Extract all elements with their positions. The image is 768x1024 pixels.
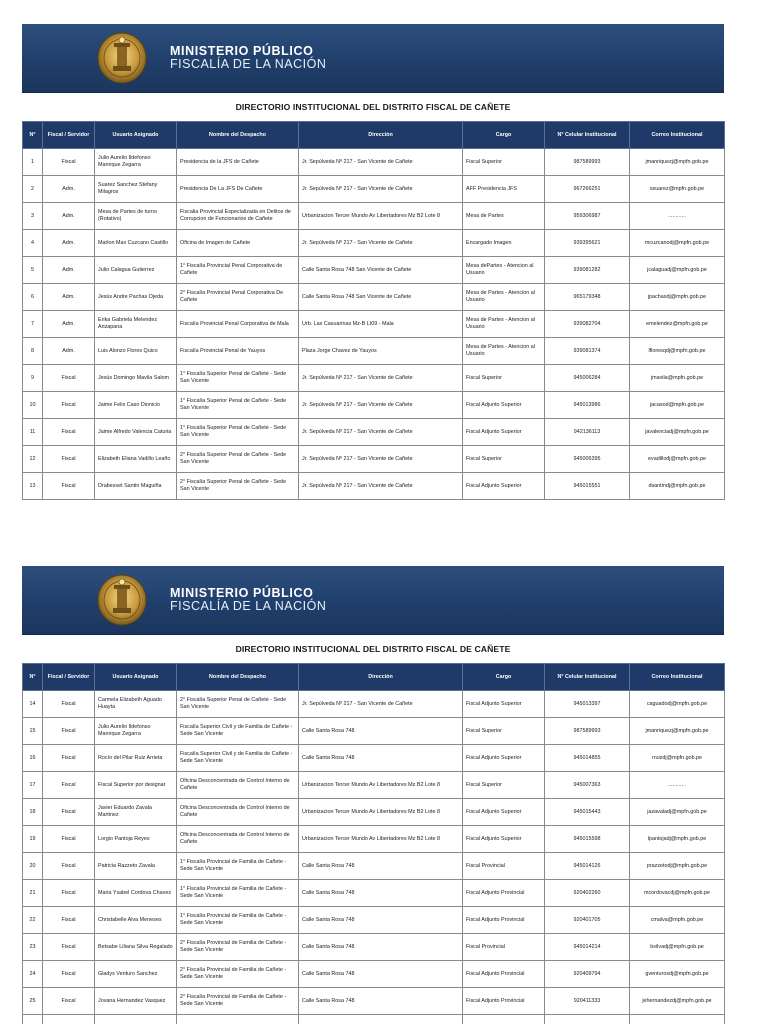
fiscal-servidor-cell: Fiscal [43,853,95,880]
nombre-despacho-cell: 1° Fiscalía Superior Penal de Cañete - Sede San Vicente [177,419,299,446]
row-number: 17 [23,772,43,799]
cargo-cell: Fiscal Adjunto Superior [463,473,545,500]
direccion-cell: Urb. Las Casuarinas Mz-B Lt09 - Mala [299,311,463,338]
fiscal-servidor-cell: Fiscal [43,961,95,988]
nombre-despacho-cell: Fiscalía Superior Civil y de Familia de Cañete - Sede San Vicente [177,718,299,745]
usuario-asignado-cell: Rocío del Pilar Ruiz Arrieta [95,745,177,772]
row-number: 5 [23,257,43,284]
celular-cell: 945014126 [545,853,630,880]
fiscal-servidor-cell: Fiscal [43,880,95,907]
direccion-cell: Calle Santa Rosa 748 [299,745,463,772]
fiscal-servidor-cell: Adm. [43,230,95,257]
header-banner [22,566,724,635]
celular-cell: 945013397 [545,691,630,718]
correo-cell[interactable]: gventurosdj@mpfn.gob.pe [630,961,725,988]
col-header: Nombre del Despacho [177,664,299,691]
table-row [23,961,725,988]
nombre-despacho-cell: Presidencia de la JFS de Cañete [177,149,299,176]
correo-cell[interactable]: dsantindj@mpfn.gob.pe [630,473,725,500]
empty-cell [177,1015,299,1024]
table-row [23,880,725,907]
brand-title: MINISTERIO PÚBLICO [170,586,314,600]
usuario-asignado-cell: Betsabe Liliana Silva Regalado [95,934,177,961]
celular-cell: 987589993 [545,149,630,176]
seal-emblem-icon [96,31,148,85]
nombre-despacho-cell: 2° Fiscalía Provincial Penal Corporativa De Cañete [177,284,299,311]
fiscal-servidor-cell: Fiscal [43,745,95,772]
direccion-cell: Jr. Sepúlveda Nº 217 - San Vicente de Cañete [299,392,463,419]
fiscal-servidor-cell: Fiscal [43,149,95,176]
direccion-cell: Jr. Sepúlveda Nº 217 - San Vicente de Cañete [299,365,463,392]
table-row [23,907,725,934]
empty-cell [43,1015,95,1024]
fiscal-servidor-cell: Fiscal [43,392,95,419]
directory-table [22,121,725,500]
cargo-cell: Mesa de Partes [463,203,545,230]
nombre-despacho-cell: 1° Fiscalía Provincial Penal Corporativa de Cañete [177,257,299,284]
table-row [23,176,725,203]
correo-cell[interactable]: rruizdj@mpfn.gob.pe [630,745,725,772]
table-row [23,446,725,473]
table-row [23,988,725,1015]
table-row [23,230,725,257]
correo-cell[interactable]: caguadodj@mpfn.gob.pe [630,691,725,718]
header-banner [22,24,724,93]
correo-cell[interactable]: jpachasdj@mpfn.gob.pe [630,284,725,311]
celular-cell: 945014855 [545,745,630,772]
fiscal-servidor-cell: Fiscal [43,473,95,500]
direccion-cell: Calle Santa Rosa 748 San Vicente de Cañete [299,257,463,284]
usuario-asignado-cell: Carmela Elizabeth Aguado Huayta [95,691,177,718]
table-row [23,853,725,880]
row-number: 11 [23,419,43,446]
celular-cell: 920409794 [545,961,630,988]
row-number: 4 [23,230,43,257]
fiscal-servidor-cell: Fiscal [43,772,95,799]
table-header-row [23,664,725,691]
table-row [23,826,725,853]
row-number: 21 [23,880,43,907]
cargo-cell: Fiscal Adjunto Superior [463,826,545,853]
fiscal-servidor-cell: Fiscal [43,419,95,446]
col-header: Dirección [299,122,463,149]
cargo-cell: Fiscal Adjunto Provincial [463,880,545,907]
nombre-despacho-cell: Oficina Desconcentrada de Control Interno de Cañete [177,826,299,853]
nombre-despacho-cell: Presidencia De La JFS De Cañete [177,176,299,203]
direccion-cell: Jr. Sepúlveda Nº 217 - San Vicente de Cañete [299,473,463,500]
table-row [23,365,725,392]
fiscal-servidor-cell: Fiscal [43,718,95,745]
direccion-cell: Urbanizacion Tercer Mundo Av Libertadores Mz B2 Lote 8 [299,826,463,853]
usuario-asignado-cell: Julio Calagua Gutierrez [95,257,177,284]
directory-table [22,663,725,1024]
cargo-cell: Fiscal Provincial [463,934,545,961]
celular-cell: 939081374 [545,338,630,365]
cargo-cell: Fiscal Adjunto Superior [463,392,545,419]
direccion-cell: Calle Santa Rosa 748 [299,880,463,907]
table-row [23,203,725,230]
direccion-cell: Jr. Sepúlveda Nº 217 - San Vicente de Cañete [299,419,463,446]
celular-cell: 920402260 [545,880,630,907]
nombre-despacho-cell: 2° Fiscalía Superior Penal de Cañete - Sede San Vicente [177,473,299,500]
correo-cell[interactable]: jmanriquezj@mpfn.gob.pe [630,718,725,745]
table-row [23,745,725,772]
col-header: N° Celular Institucional [545,664,630,691]
row-number: 18 [23,799,43,826]
celular-cell: 945006395 [545,446,630,473]
row-number: 15 [23,718,43,745]
celular-cell: 945007363 [545,772,630,799]
col-header: Fiscal / Servidor [43,664,95,691]
row-number: 13 [23,473,43,500]
usuario-asignado-cell: Jesús Andre Pachas Ojeda [95,284,177,311]
celular-cell: 945013986 [545,392,630,419]
row-number: 25 [23,988,43,1015]
fiscal-servidor-cell: Adm. [43,284,95,311]
direccion-cell: Jr. Sepúlveda Nº 217 - San Vicente de Cañete [299,446,463,473]
brand-title: MINISTERIO PÚBLICO [170,44,314,58]
col-header: Usuario Asignado [95,122,177,149]
table-row [23,799,725,826]
celular-cell: 939395621 [545,230,630,257]
correo-cell[interactable]: ............ [630,772,725,799]
direccion-cell: Calle Santa Rosa 748 [299,907,463,934]
celular-cell: 920401705 [545,907,630,934]
direccion-cell: Calle Santa Rosa 748 San Vicente de Cañete [299,284,463,311]
brand-subtitle: FISCALÍA DE LA NACIÓN [170,57,327,71]
empty-cell [463,1015,545,1024]
col-header: Usuario Asignado [95,664,177,691]
table-row [23,718,725,745]
direccion-cell: Urbanizacion Tercer Mundo Av Libertadores Mz B2 Lote 8 [299,799,463,826]
fiscal-servidor-cell: Fiscal [43,691,95,718]
nombre-despacho-cell: 1° Fiscalía Provincial de Familia de Cañete - Sede San Vicente [177,907,299,934]
fiscal-servidor-cell: Fiscal [43,907,95,934]
row-number: 12 [23,446,43,473]
celular-cell: 920411333 [545,988,630,1015]
cargo-cell: Mesa dePartes - Atencion al Usuario [463,257,545,284]
table-body [23,149,725,500]
row-number: 7 [23,311,43,338]
correo-cell[interactable]: jmanriquezj@mpfn.gob.pe [630,149,725,176]
usuario-asignado-cell: Suarez Sanchez Stefany Milagros [95,176,177,203]
correo-cell[interactable]: bsilvadj@mpfn.gob.pe [630,934,725,961]
nombre-despacho-cell: Oficina de Imagen de Cañete [177,230,299,257]
direccion-cell: Calle Santa Rosa 748 [299,853,463,880]
cargo-cell: Fiscal Adjunto Superior [463,691,545,718]
row-number: 8 [23,338,43,365]
row-number: 22 [23,907,43,934]
usuario-asignado-cell: Jaime Felix Caso Dionicio [95,392,177,419]
row-number: 3 [23,203,43,230]
row-number: 16 [23,745,43,772]
usuario-asignado-cell: Mesa de Partes de turno (Rotativo) [95,203,177,230]
correo-cell[interactable]: javalenciadj@mpfn.gob.pe [630,419,725,446]
cargo-cell: Fiscal Adjunto Provincial [463,988,545,1015]
direccion-cell: Jr. Sepúlveda Nº 217 - San Vicente de Cañete [299,149,463,176]
correo-cell[interactable]: jacasod@mpfn.gob.pe [630,392,725,419]
table-row [23,149,725,176]
nombre-despacho-cell: 2° Fiscalía Provincial de Familia de Cañete - Sede San Vicente [177,961,299,988]
col-header: Dirección [299,664,463,691]
fiscal-servidor-cell: Adm. [43,311,95,338]
celular-cell: 945014214 [545,934,630,961]
nombre-despacho-cell: 1° Fiscalía Provincial de Familia de Cañete - Sede San Vicente [177,880,299,907]
celular-cell: 959306987 [545,203,630,230]
fiscal-servidor-cell: Fiscal [43,826,95,853]
usuario-asignado-cell: Fiscal Superior por designar [95,772,177,799]
celular-cell: 945015443 [545,799,630,826]
celular-cell: 945015598 [545,826,630,853]
usuario-asignado-cell: Elizabeth Eliana Vadillo Leaño [95,446,177,473]
usuario-asignado-cell: Christabelle Alva Meneses [95,907,177,934]
directory-page-2 [22,566,724,1024]
usuario-asignado-cell: Gladys Venturo Sanchez [95,961,177,988]
celular-cell: 945006284 [545,365,630,392]
seal-emblem-icon [96,573,148,627]
correo-cell[interactable]: lfloresqdj@mpfn.gob.pe [630,338,725,365]
direccion-cell: Jr. Sepúlveda Nº 217 - San Vicente de Cañete [299,691,463,718]
correo-cell[interactable]: jmavila@mpfn.gob.pe [630,365,725,392]
nombre-despacho-cell: Fiscalia Provincial Especializada en Delitos de Corrupcion de Funcionarios de Cañete [177,203,299,230]
usuario-asignado-cell: Julio Aurelio Ildefonso Manrique Zegarra [95,149,177,176]
cargo-cell: Mesa de Partes - Atencion al Usuario [463,338,545,365]
cargo-cell: Encargado Imagen [463,230,545,257]
nombre-despacho-cell: 1° Fiscalía Superior Penal de Cañete - Sede San Vicente [177,392,299,419]
direccion-cell: Jr. Sepúlveda Nº 217 - San Vicente de Cañete [299,176,463,203]
cargo-cell: Fiscal Adjunto Provincial [463,961,545,988]
directory-page-1 [22,24,724,500]
correo-cell[interactable]: jehernandezdj@mpfn.gob.pe [630,988,725,1015]
direccion-cell: Calle Santa Rosa 748 [299,988,463,1015]
direccion-cell: Jr. Sepúlveda Nº 217 - San Vicente de Cañete [299,230,463,257]
col-header: N° Celular Institucional [545,122,630,149]
correo-cell[interactable]: emelendez@mpfn.gob.pe [630,311,725,338]
row-number: 20 [23,853,43,880]
usuario-asignado-cell: Jaime Alfredo Valencia Caturia [95,419,177,446]
correo-cell[interactable]: evadillodj@mpfn.gob.pe [630,446,725,473]
empty-cell [95,1015,177,1024]
correo-cell[interactable]: cmalva@mpfn.gob.pe [630,907,725,934]
celular-cell: 967266251 [545,176,630,203]
nombre-despacho-cell: Fiscalía Superior Civil y de Familia de Cañete - Sede San Vicente [177,745,299,772]
fiscal-servidor-cell: Fiscal [43,799,95,826]
celular-cell: 942136113 [545,419,630,446]
table-row [23,338,725,365]
table-row [23,772,725,799]
row-number: 24 [23,961,43,988]
celular-cell: 965179348 [545,284,630,311]
direccion-cell: Urbanizacion Tercer Mundo Av Libertadores Mz B2 Lote 8 [299,203,463,230]
document-title: DIRECTORIO INSTITUCIONAL DEL DISTRITO FISCAL DE CAÑETE [235,102,511,112]
usuario-asignado-cell: Patricia Razzeto Zavala [95,853,177,880]
cargo-cell: Mesa de Partes - Atencion al Usuario [463,284,545,311]
nombre-despacho-cell: 2° Fiscalía Provincial de Familia de Cañete - Sede San Vicente [177,988,299,1015]
table-body [23,691,725,1024]
celular-cell: 987589993 [545,718,630,745]
document-title: DIRECTORIO INSTITUCIONAL DEL DISTRITO FISCAL DE CAÑETE [235,644,511,654]
nombre-despacho-cell: 2° Fiscalía Provincial de Familia de Cañete - Sede San Vicente [177,934,299,961]
nombre-despacho-cell: 1° Fiscalía Provincial de Familia de Cañete - Sede San Vicente [177,853,299,880]
correo-cell[interactable]: ssuarez@mpfn.gob.pe [630,176,725,203]
row-number: 2 [23,176,43,203]
cargo-cell: Fiscal Superior [463,365,545,392]
col-header: Cargo [463,664,545,691]
table-row [23,419,725,446]
empty-cell [545,1015,630,1024]
row-number: 14 [23,691,43,718]
row-number: 6 [23,284,43,311]
table-header-row [23,122,725,149]
cargo-cell: Fiscal Adjunto Provincial [463,907,545,934]
usuario-asignado-cell: Luis Alonzo Flores Quico [95,338,177,365]
cargo-cell: Fiscal Adjunto Superior [463,799,545,826]
empty-cell [23,1015,43,1024]
correo-cell[interactable]: jcalaguadj@mpfn.gob.pe [630,257,725,284]
correo-cell[interactable]: mcuzcanodj@mpfn.gob.pe [630,230,725,257]
cargo-cell: Fiscal Superior [463,149,545,176]
fiscal-servidor-cell: Adm. [43,257,95,284]
cargo-cell: Mesa de Partes - Atencion al Usuario [463,311,545,338]
correo-cell[interactable]: jazavaladj@mpfn.gob.pe [630,799,725,826]
nombre-despacho-cell: Oficina Desconcentrada de Control Interno de Cañete [177,799,299,826]
cargo-cell: AFF Presidencia JFS [463,176,545,203]
cargo-cell: Fiscal Adjunto Superior [463,419,545,446]
usuario-asignado-cell: Erika Gabriela Melendez Arizapana [95,311,177,338]
usuario-asignado-cell: Javier Eduardo Zavala Martinez [95,799,177,826]
cargo-cell: Fiscal Adjunto Superior [463,745,545,772]
cargo-cell: Fiscal Provincial [463,853,545,880]
celular-cell: 939082704 [545,311,630,338]
col-header: Correo Institucional [630,664,725,691]
usuario-asignado-cell: Marlon Max Cuzcano Castillo [95,230,177,257]
table-row-partial [23,1015,725,1024]
nombre-despacho-cell: Fiscalía Provincial Penal de Yauyos [177,338,299,365]
fiscal-servidor-cell: Adm. [43,203,95,230]
col-header: Correo Institucional [630,122,725,149]
fiscal-servidor-cell: Adm. [43,338,95,365]
cargo-cell: Fiscal Superior [463,718,545,745]
table-row [23,257,725,284]
usuario-asignado-cell: Jesús Domingo Mavila Salom [95,365,177,392]
direccion-cell: Calle Santa Rosa 748 [299,961,463,988]
celular-cell: 939081282 [545,257,630,284]
empty-cell [630,1015,725,1024]
direccion-cell: Plaza Jorge Chavez de Yauyos [299,338,463,365]
row-number: 9 [23,365,43,392]
nombre-despacho-cell: Oficina Desconcentrada de Control Interno de Cañete [177,772,299,799]
table-row [23,284,725,311]
table-row [23,392,725,419]
table-row [23,311,725,338]
row-number: 23 [23,934,43,961]
usuario-asignado-cell: Julio Aurelio Ildefonso Manrique Zegarra [95,718,177,745]
correo-cell[interactable]: ............ [630,203,725,230]
usuario-asignado-cell: Maria Ysabel Cordova Chavez [95,880,177,907]
fiscal-servidor-cell: Fiscal [43,934,95,961]
celular-cell: 945015551 [545,473,630,500]
col-header: Fiscal / Servidor [43,122,95,149]
nombre-despacho-cell: Fiscalía Provincial Penal Corporativa de Mala [177,311,299,338]
correo-cell[interactable]: mcordovacdj@mpfn.gob.pe [630,880,725,907]
fiscal-servidor-cell: Fiscal [43,446,95,473]
row-number: 10 [23,392,43,419]
col-header: Cargo [463,122,545,149]
nombre-despacho-cell: 1° Fiscalía Superior Penal de Cañete - Sede San Vicente [177,365,299,392]
cargo-cell: Fiscal Superior [463,772,545,799]
fiscal-servidor-cell: Fiscal [43,988,95,1015]
nombre-despacho-cell: 2° Fiscalía Superior Penal de Cañete - Sede San Vicente [177,691,299,718]
direccion-cell: Urbanizacion Tercer Mundo Av Libertadores Mz B2 Lote 8 [299,772,463,799]
col-header: N° [23,122,43,149]
fiscal-servidor-cell: Fiscal [43,365,95,392]
brand-subtitle: FISCALÍA DE LA NACIÓN [170,599,327,613]
col-header: N° [23,664,43,691]
table-row [23,691,725,718]
direccion-cell: Calle Santa Rosa 748 [299,718,463,745]
col-header: Nombre del Despacho [177,122,299,149]
table-row [23,473,725,500]
usuario-asignado-cell: Drabesset Santin Maguiña [95,473,177,500]
cargo-cell: Fiscal Superior [463,446,545,473]
fiscal-servidor-cell: Adm. [43,176,95,203]
table-row [23,934,725,961]
usuario-asignado-cell: Lorgio Pantoja Reyes [95,826,177,853]
row-number: 19 [23,826,43,853]
nombre-despacho-cell: 2° Fiscalía Superior Penal de Cañete - Sede San Vicente [177,446,299,473]
direccion-cell: Calle Santa Rosa 748 [299,934,463,961]
correo-cell[interactable]: lpantojadj@mpfn.gob.pe [630,826,725,853]
empty-cell [299,1015,463,1024]
correo-cell[interactable]: prazzetodj@mpfn.gob.pe [630,853,725,880]
row-number: 1 [23,149,43,176]
usuario-asignado-cell: Jovana Hernandez Vasquez [95,988,177,1015]
